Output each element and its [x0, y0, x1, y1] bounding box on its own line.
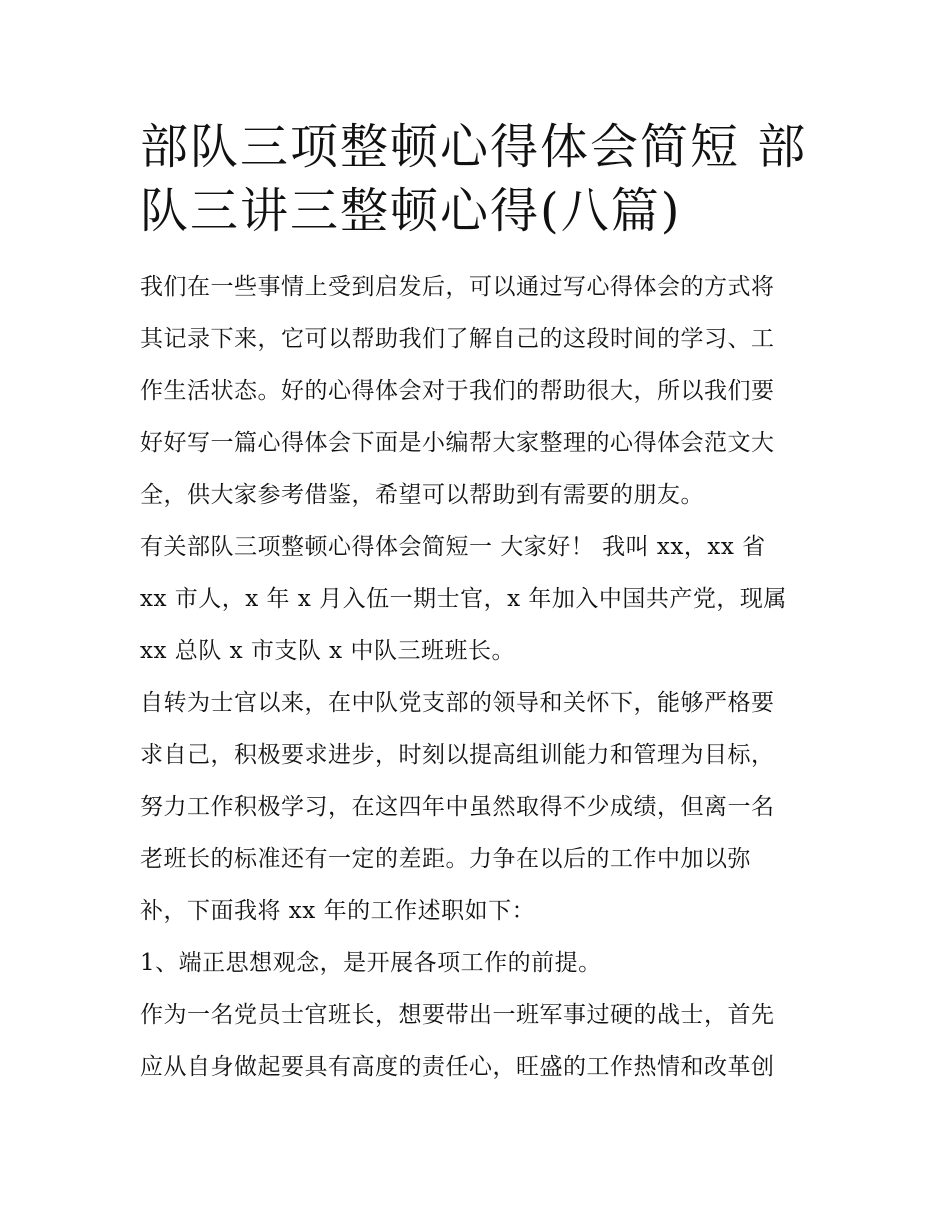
text-line: 1、端正思想观念，是开展各项工作的前提。 — [140, 950, 602, 976]
text-line: 老班长的标准还有一定的差距。力争在以后的工作中加以弥 — [140, 846, 751, 872]
document-title — [140, 115, 815, 243]
text-line: xx 总队 x 市支队 x 中队三班班长。 — [140, 638, 515, 664]
text-line: 努力工作积极学习，在这四年中虽然取得不少成绩，但离一名 — [140, 794, 775, 820]
text-line: 我们在一些事情上受到启发后，可以通过写心得体会的方式将 — [140, 274, 775, 300]
paragraph-self-introduction — [140, 521, 815, 677]
text-line: 全，供大家参考借鉴，希望可以帮助到有需要的朋友。 — [140, 482, 704, 508]
text-line: 好好写一篇心得体会下面是小编帮大家整理的心得体会范文大 — [140, 430, 775, 456]
text-line: 作生活状态。好的心得体会对于我们的帮助很大，所以我们要 — [140, 378, 775, 404]
text-line: 作为一名党员士官班长，想要带出一班军事过硬的战士，首先 — [140, 1002, 775, 1028]
text-line: 自转为士官以来，在中队党支部的领导和关怀下，能够严格要 — [140, 690, 775, 716]
text-line: 求自己，积极要求进步，时刻以提高组训能力和管理为目标， — [140, 742, 775, 768]
document-content — [140, 115, 815, 1093]
text-line: 其记录下来，它可以帮助我们了解自己的这段时间的学习、工 — [140, 326, 775, 352]
section-heading — [140, 937, 815, 989]
text-line: 应从自身做起要具有高度的责任心，旺盛的工作热情和改革创 — [140, 1054, 775, 1080]
text-line: 补，下面我将 xx 年的工作述职如下： — [140, 898, 536, 924]
title-line: 部队三项整顿心得体会简短 部 — [140, 119, 808, 175]
paragraph-intro — [140, 261, 815, 521]
text-line: xx 市人，x 年 x 月入伍一期士官，x 年加入中国共产党，现属 — [140, 586, 787, 612]
title-line: 队三讲三整顿心得(八篇) — [140, 183, 682, 239]
paragraph-work-summary — [140, 677, 815, 937]
text-line: 有关部队三项整顿心得体会简短一 大家好！ 我叫 xx，xx 省 — [140, 534, 766, 560]
paragraph-body — [140, 989, 815, 1093]
